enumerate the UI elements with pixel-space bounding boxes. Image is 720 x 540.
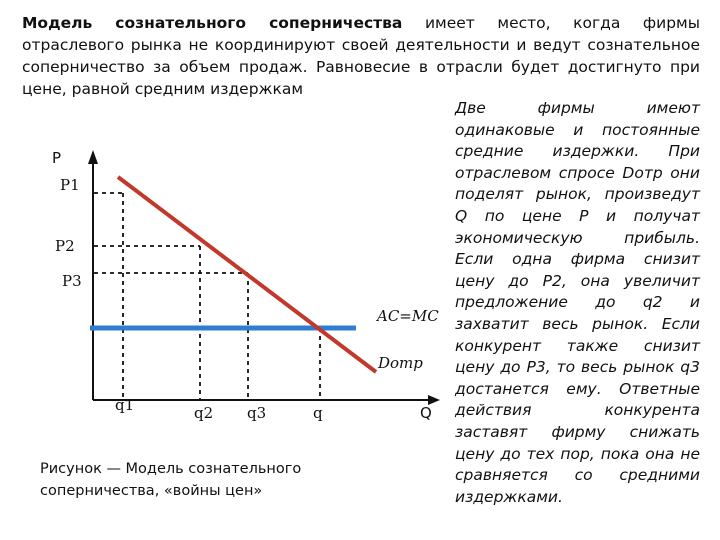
quantity-label-q: q bbox=[313, 404, 323, 422]
demand-curve bbox=[118, 177, 376, 372]
explanation-text bbox=[455, 98, 700, 508]
explanation-part-3: Если конкурент также снизит цену до P3, то весь рынок q3 достанется ему. bbox=[455, 314, 700, 398]
explanation-part-2: Если одна фирма снизит цену до P2, она увеличит предложение до q2 и захватит весь рынок. bbox=[455, 250, 700, 333]
x-axis-label: Q bbox=[420, 404, 432, 422]
price-label-p3: P3 bbox=[62, 272, 82, 290]
cost-curve-label: AC=MC bbox=[377, 307, 439, 325]
price-label-p1: P1 bbox=[60, 176, 80, 194]
y-axis-arrow bbox=[88, 150, 98, 164]
quantity-label-q2: q2 bbox=[194, 404, 214, 422]
price-label-p2: P2 bbox=[55, 237, 75, 255]
figure-caption bbox=[40, 458, 340, 502]
explanation-part-4: Ответные действия конкурента заставят фирму снижать цену до тех пор, пока она не сравняется со средними издержками. bbox=[455, 379, 700, 506]
quantity-label-q3: q3 bbox=[247, 404, 267, 422]
demand-curve-label: Dотр bbox=[378, 354, 423, 372]
y-axis-label: P bbox=[52, 149, 62, 167]
intro-term: Модель сознательного соперничества bbox=[22, 14, 403, 32]
caption-line-1: Рисунок — Модель сознательного bbox=[40, 461, 302, 477]
intro-definition: имеет место, когда фирмы отраслевого рынка не координируют своей деятельности и ведут сознательное соперничество за объем продаж. Равновесие в отрасли будет достигнуто при цене, равной средним издержкам bbox=[22, 14, 700, 98]
quantity-label-q1: q1 bbox=[115, 396, 135, 414]
explanation-part-1: Две фирмы имеют одинаковые и постоянные средние издержки. При отраслевом спросе Dотр они поделят рынок, произведут Q по цене P и получат экономическую прибыль. bbox=[455, 99, 700, 247]
caption-line-2: соперничества, «войны цен» bbox=[40, 483, 263, 499]
